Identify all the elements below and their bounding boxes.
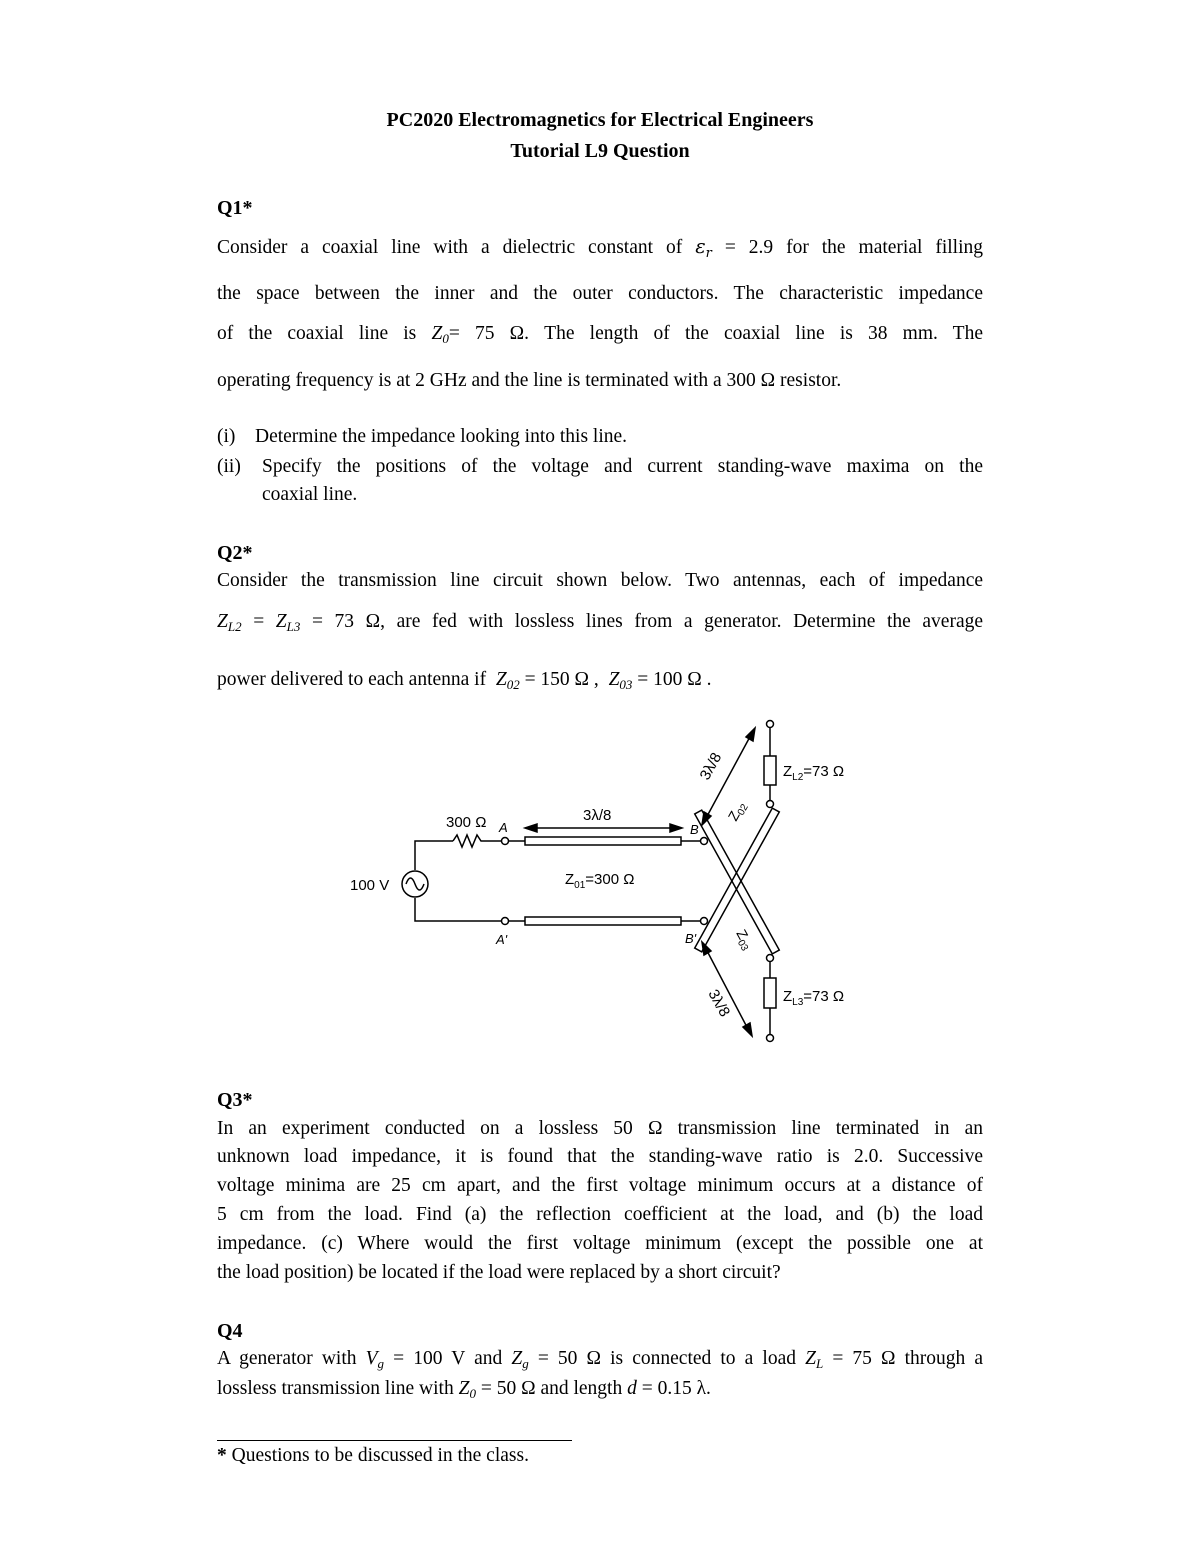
node-a-prime-label: A' [496,932,508,947]
q3-line-4: 5 cm from the load. Find (a) the reflection coefficient at the load, and (b) the load [217,1204,983,1225]
q4-line-1: A generator with $V_g = 100$ V and $Z_g = 50$ Ω is connected to a load $Z_L = 75$ Ω through a [217,1348,984,1371]
line-z01-bottom-conductor [525,917,681,925]
footnote-marker: * [217,1445,227,1466]
terminal-a [502,838,509,845]
load-zl3-resistor [764,978,776,1008]
q1-line-4: operating frequency is at 2 GHz and the line is terminated with a 300 Ω resistor. [217,370,842,391]
node-b-label: B [690,822,699,837]
q1-item-2-number: (ii) [217,456,241,477]
main-line-length-label: 3λ/8 [583,807,612,824]
length-arrow-lower [702,942,752,1036]
epsilon-symbol: $\varepsilon_r$ [695,235,712,261]
q3-heading: Q3* [217,1089,253,1111]
z01-label: $Z_{01}=300$ Ω [565,871,635,891]
q4-line-2: lossless transmission line with $Z_0 = 50$ Ω and length d = 0.15 λ. [217,1378,711,1401]
zl2-label: $Z_{L2}=73$ Ω [783,763,845,783]
q1-item-1-number: (i) [217,426,236,447]
source-voltage-label: 100 V [350,877,390,894]
generator-wire-top [415,841,453,870]
upper-line-length-label: 3λ/8 [696,749,726,783]
node-a-label: A [499,820,508,835]
resistor-label: 300 Ω [446,814,487,831]
q2-line-3: power delivered to each antenna if $Z_{02} = 150$ Ω , $Z_{03} = 100$ Ω . [217,669,712,692]
q2-line-1: Consider the transmission line circuit shown below. Two antennas, each of impedance [217,570,983,591]
z02-label: $Z_{02}$ [724,802,751,824]
length-arrow-main [525,824,682,832]
terminal-b-prime [701,918,708,925]
generator-wire-bottom [415,898,501,921]
document-subtitle: Tutorial L9 Question [510,140,690,162]
q1-line-2: the space between the inner and the outer conductors. The characteristic impedance [217,283,983,304]
q1-line-3: of the coaxial line is $Z_0= 75$ Ω. The length of the coaxial line is 38 mm. The [217,323,983,346]
footnote-separator [217,1440,572,1441]
q1-item-2-line-2: coaxial line. [262,484,358,505]
q3-line-6: the load position) be located if the load were replaced by a short circuit? [217,1262,781,1283]
q4-heading: Q4 [217,1320,243,1342]
ac-source-icon [402,871,428,897]
node-b-prime-label: B' [685,931,697,946]
q1-heading: Q1* [217,197,253,219]
q1-item-1: Determine the impedance looking into this line. [255,426,628,447]
footnote [217,1444,529,1468]
terminal-b [701,838,708,845]
line-z02-upper [695,808,780,952]
lower-line-length-label: 3λ/8 [704,986,734,1020]
z03-label: $Z_{03}$ [733,926,752,954]
q3-line-5: impedance. (c) Where would the first voltage minimum (except the possible one at [217,1233,983,1254]
q3-line-1: In an experiment conducted on a lossless 50 Ω transmission line terminated in an [217,1118,983,1139]
resistor-symbol [453,835,501,847]
q1-item-2-line-1: Specify the positions of the voltage and current standing-wave maxima on the [262,456,983,477]
q3-line-2: unknown load impedance, it is found that the standing-wave ratio is 2.0. Successive [217,1146,983,1167]
load-zl2-resistor [764,756,776,785]
footnote-text: Questions to be discussed in the class. [231,1445,529,1466]
zl3-label: $Z_{L3}=73$ Ω [783,988,845,1008]
q1-line-1: Consider a coaxial line with a dielectric constant of $\varepsilon_r = 2.9$ for the material filling [217,235,984,261]
q2-heading: Q2* [217,542,253,564]
q3-line-3: voltage minima are 25 cm apart, and the first voltage minimum occurs at a distance of [217,1175,983,1196]
document-title: PC2020 Electromagnetics for Electrical Engineers [386,109,814,131]
q2-line-2: $Z_{L2} = Z_{L3} = 73$ Ω, are fed with lossless lines from a generator. Determine the average [217,611,984,634]
line-z01-top-conductor [525,837,681,845]
terminal-a-prime [502,918,509,925]
